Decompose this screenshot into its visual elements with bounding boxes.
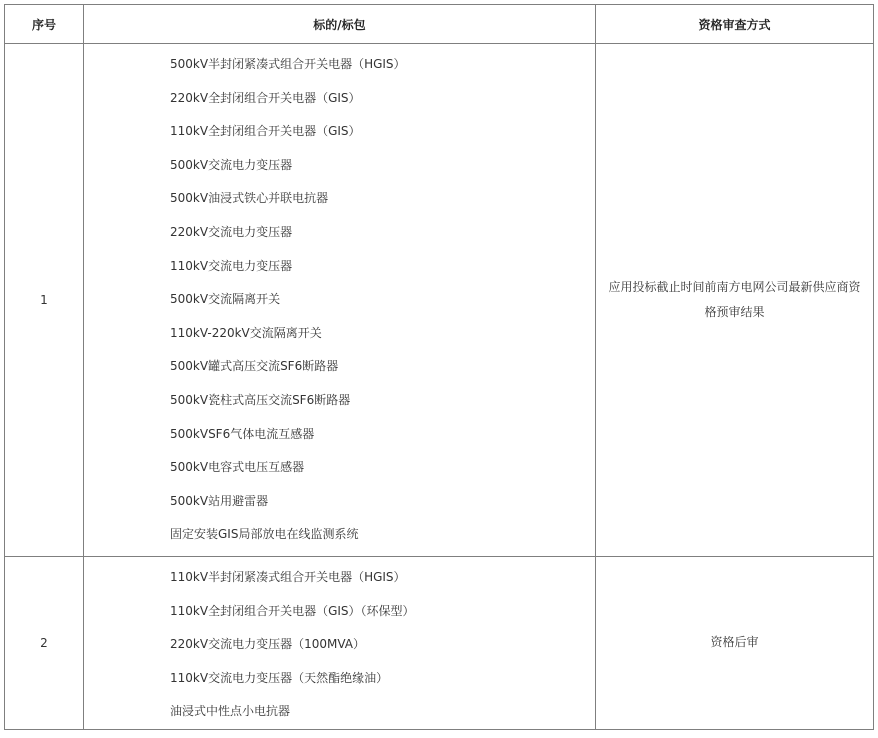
list-item: 500kV半封闭紧凑式组合开关电器（HGIS） <box>170 57 406 71</box>
list-item: 110kV交流电力变压器（天然酯绝缘油） <box>170 670 389 685</box>
header-package: 标的/标包 <box>84 5 596 44</box>
list-item: 110kV全封闭组合开关电器（GIS）（环保型） <box>170 603 415 618</box>
list-item: 220kV交流电力变压器（100MVA） <box>170 637 365 652</box>
list-item: 500kV站用避雷器 <box>170 493 269 508</box>
procurement-table <box>4 4 874 730</box>
row-method: 资格后审 <box>596 556 874 729</box>
row-items <box>84 556 596 729</box>
list-item: 500kV交流隔离开关 <box>170 292 281 307</box>
table-row <box>5 44 874 557</box>
row-seq: 2 <box>5 556 84 729</box>
list-item: 500kV油浸式铁心并联电抗器 <box>170 191 329 206</box>
list-item: 500kV电容式电压互感器 <box>170 460 305 475</box>
list-item: 500kVSF6气体电流互感器 <box>170 426 315 441</box>
list-item: 110kV交流电力变压器 <box>170 258 293 273</box>
list-item: 500kV交流电力变压器 <box>170 157 293 172</box>
header-seq: 序号 <box>5 5 84 44</box>
list-item: 110kV全封闭组合开关电器（GIS） <box>170 124 361 139</box>
list-item: 220kV交流电力变压器 <box>170 224 293 239</box>
list-item: 500kV罐式高压交流SF6断路器 <box>170 359 339 374</box>
row-method: 应用投标截止时间前南方电网公司最新供应商资格预审结果 <box>596 44 874 557</box>
row-seq: 1 <box>5 44 84 557</box>
header-method: 资格审查方式 <box>596 5 874 44</box>
list-item: 220kV全封闭组合开关电器（GIS） <box>170 90 361 105</box>
list-item: 500kV瓷柱式高压交流SF6断路器 <box>170 392 351 407</box>
row-items <box>84 44 596 557</box>
list-item: 110kV半封闭紧凑式组合开关电器（HGIS） <box>170 569 406 584</box>
header-row <box>5 5 874 44</box>
list-item: 固定安装GIS局部放电在线监测系统 <box>170 527 359 542</box>
list-item: 110kV-220kV交流隔离开关 <box>170 325 322 340</box>
table-row <box>5 556 874 729</box>
list-item: 油浸式中性点小电抗器 <box>170 704 291 719</box>
